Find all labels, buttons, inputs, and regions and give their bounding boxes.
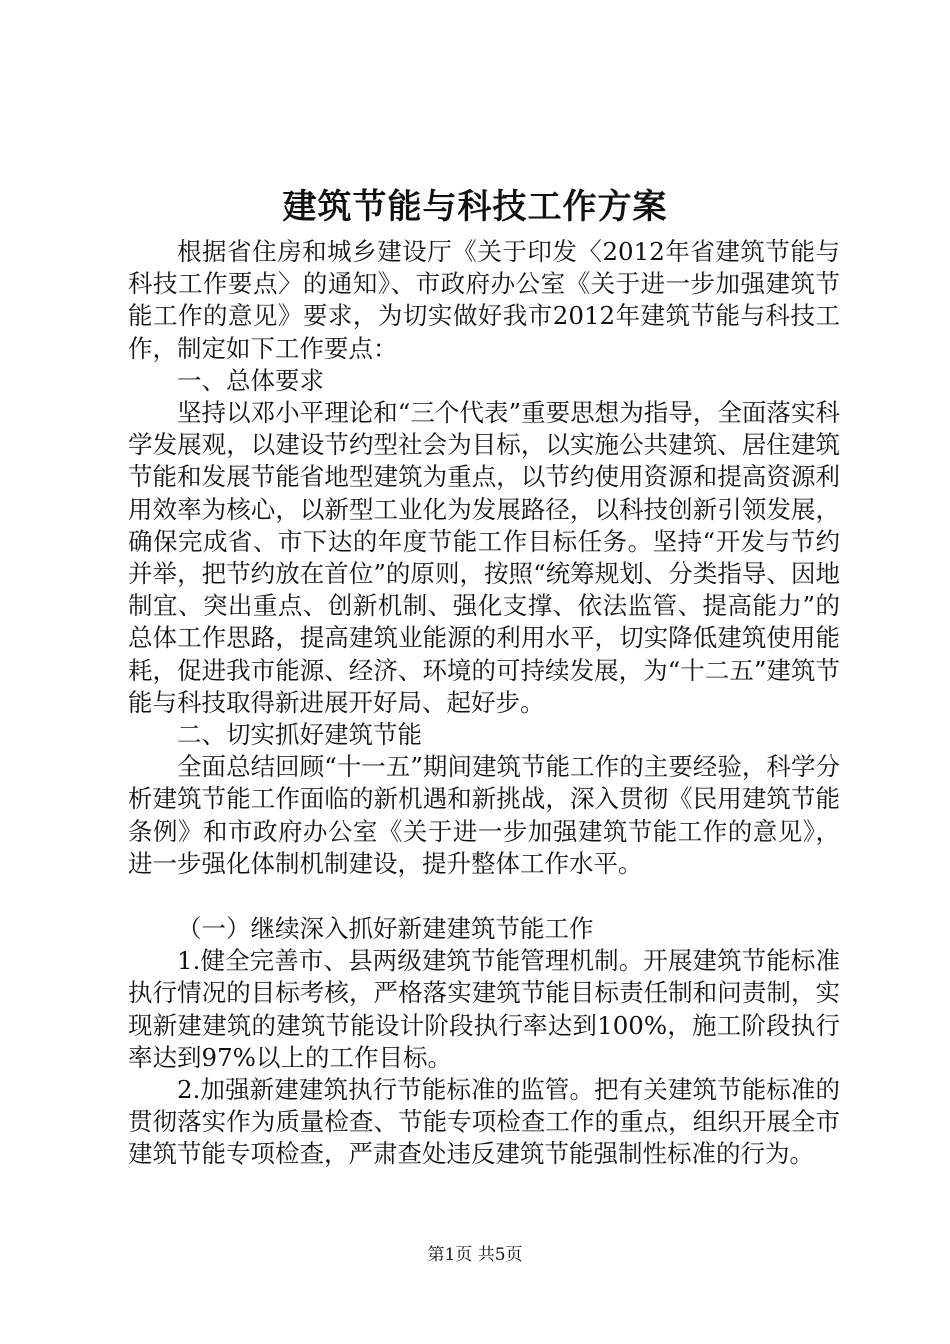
document-body: [128, 236, 840, 1171]
section-heading-building-energy: 二、切实抓好建筑节能: [177, 720, 422, 750]
subsection-heading-new-buildings: （一）继续深入抓好新建建筑节能工作: [177, 914, 594, 944]
intro-paragraph: 根据省住房和城乡建设厅《关于印发〈2012年省建筑节能与科技工作要点〉的通知》、市政府办公室《关于进一步加强建筑节能工作的意见》要求，为切实做好我市2012年建筑节能与科技工作，制定如下工作要点：: [128, 237, 840, 363]
page-footer: 第1页 共5页: [427, 1245, 523, 1265]
general-requirements-paragraph: 坚持以邓小平理论和“三个代表”重要思想为指导，全面落实科学发展观，以建设节约型社会为目标，以实施公共建筑、居住建筑节能和发展节能省地型建筑为重点，以节约使用资源和提高资源利用效率为核心，以新型工业化为发展路径，以科技创新引领发展，确保完成省、市下达的年度节能工作目标任务。坚持“开发与节约并举，把节约放在首位”的原则，按照“统筹规划、分类指导、因地制宜、突出重点、创新机制、强化支撑、依法监管、提高能力”的总体工作思路，提高建筑业能源的利用水平，切实降低建筑使用能耗，促进我市能源、经济、环境的可持续发展，为“十二五”建筑节能与科技取得新进展开好局、起好步。: [128, 398, 840, 717]
section-heading-general-requirements: 一、总体要求: [177, 365, 324, 395]
list-item-2: 2.加强新建建筑执行节能标准的监管。把有关建筑节能标准的贯彻落实作为质量检查、节能专项检查工作的重点，组织开展全市建筑节能专项检查，严肃查处违反建筑节能强制性标准的行为。: [128, 1075, 840, 1169]
list-item-1: 1.健全完善市、县两级建筑节能管理机制。开展建筑节能标准执行情况的目标考核，严格落实建筑节能目标责任制和问责制，实现新建建筑的建筑节能设计阶段执行率达到100%，施工阶段执行率达到97%以上的工作目标。: [128, 946, 840, 1072]
document-title: 建筑节能与科技工作方案: [282, 187, 668, 227]
building-energy-paragraph: 全面总结回顾“十一五”期间建筑节能工作的主要经验，科学分析建筑节能工作面临的新机遇和新挑战，深入贯彻《民用建筑节能条例》和市政府办公室《关于进一步加强建筑节能工作的意见》，进一步强化体制机制建设，提升整体工作水平。: [128, 752, 840, 878]
